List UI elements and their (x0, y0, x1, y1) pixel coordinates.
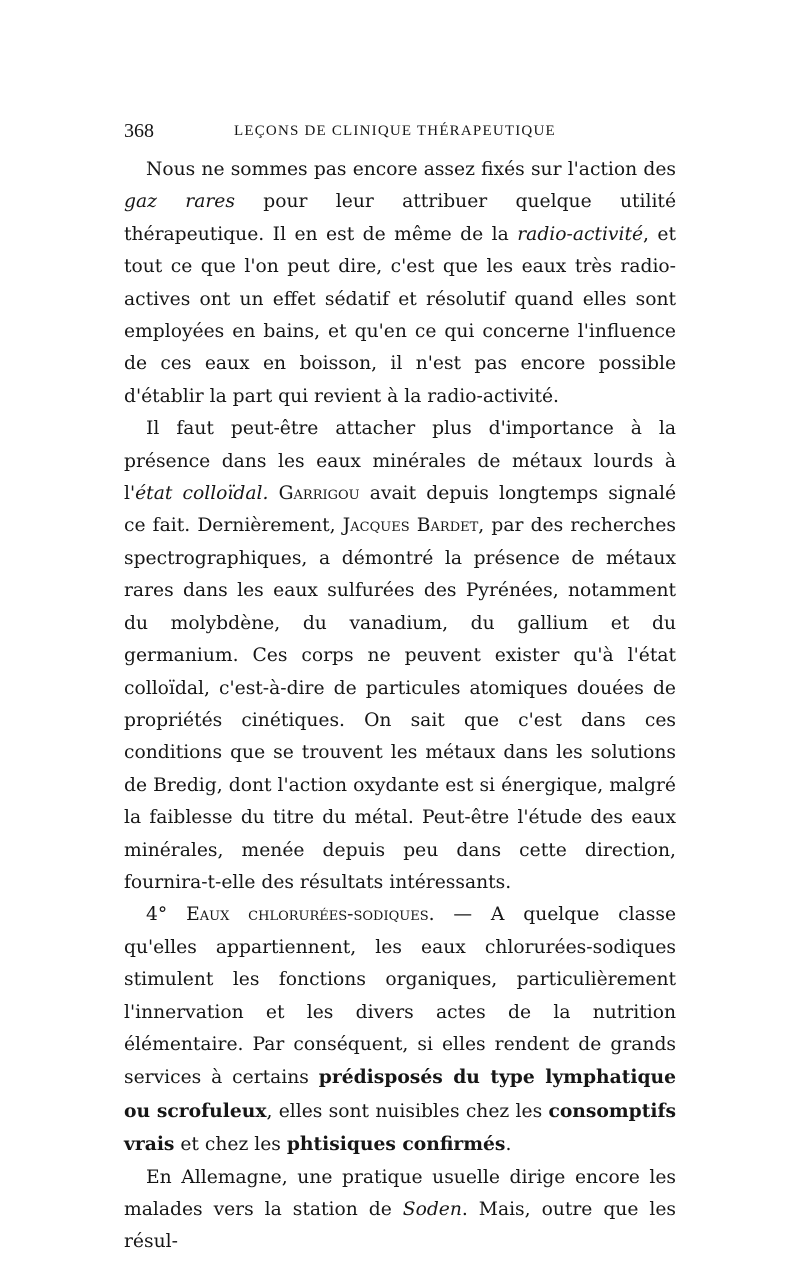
author-name: Jacques Bardet (342, 515, 479, 537)
author-name: Garrigou (278, 483, 360, 505)
emphasis: Soden (402, 1199, 462, 1220)
bold-term: prédisposés du type lymphatique ou scrofuleux (124, 1066, 676, 1122)
section-heading: Eaux chlorurées-sodiques. (186, 904, 435, 926)
running-title: LEÇONS DE CLINIQUE THÉRAPEUTIQUE (234, 123, 556, 139)
page-number: 368 (124, 120, 154, 142)
paragraph-eaux-chlorurees: 4° Eaux chlorurées-sodiques. — A quelque classe qu'elles appartiennent, les eaux chlorurées-sodiques stimulent les fonctions organiques, particulièrement l'innervation et les divers actes de la nutrition élémentaire. Par conséquent, si elles rendent de grands services à certains prédisposés du type lymphatique ou scrofuleux, elles sont nuisibles chez les consomptifs vrais et chez les phtisiques confirmés. (124, 904, 676, 1156)
emphasis: gaz rares (124, 191, 235, 213)
emphasis: état colloïdal. (135, 483, 269, 505)
body-text (124, 154, 676, 1259)
bold-term: phtisiques confirmés (286, 1133, 506, 1156)
paragraph-etat-colloidal: Il faut peut-être attacher plus d'importance à la présence dans les eaux minérales de métaux lourds à l'état colloïdal. Garrigou avait depuis longtemps signalé ce fait. Dernièrement, Jacques Bardet, par des recherches spectrographiques, a démontré la présence de métaux rares dans les eaux sulfurées des Pyrénées, notamment du molybdène, du vanadium, du gallium et du germanium. Ces corps ne peuvent exister qu'à l'état colloïdal, c'est-à-dire de particules atomiques douées de propriétés cinétiques. On sait que c'est dans ces conditions que se trouvent les métaux dans les solutions de Bredig, dont l'action oxydante est si énergique, malgré la faiblesse du titre du métal. Peut-être l'étude des eaux minérales, menée depuis peu dans cette direction, fournira-t-elle des résultats intéressants. (124, 418, 676, 893)
bold-term: consomptifs vrais (124, 1099, 676, 1156)
paragraph-allemagne: En Allemagne, une pratique usuelle dirige encore les malades vers la station de Soden. Mais, outre que les résul- (124, 1166, 676, 1253)
page-header (124, 120, 684, 144)
paragraph-gaz-rares: Nous ne sommes pas encore assez fixés sur l'action des gaz rares pour leur attribuer quelque utilité thérapeutique. Il en est de même de la radio-activité, et tout ce que l'on peut dire, c'est que les eaux très radio-actives ont un effet sédatif et résolutif quand elles sont employées en bains, et qu'en ce qui concerne l'influence de ces eaux en boisson, il n'est pas encore possible d'établir la part qui revient à la radio-activité. (124, 159, 677, 407)
emphasis: radio-activité (517, 223, 644, 245)
